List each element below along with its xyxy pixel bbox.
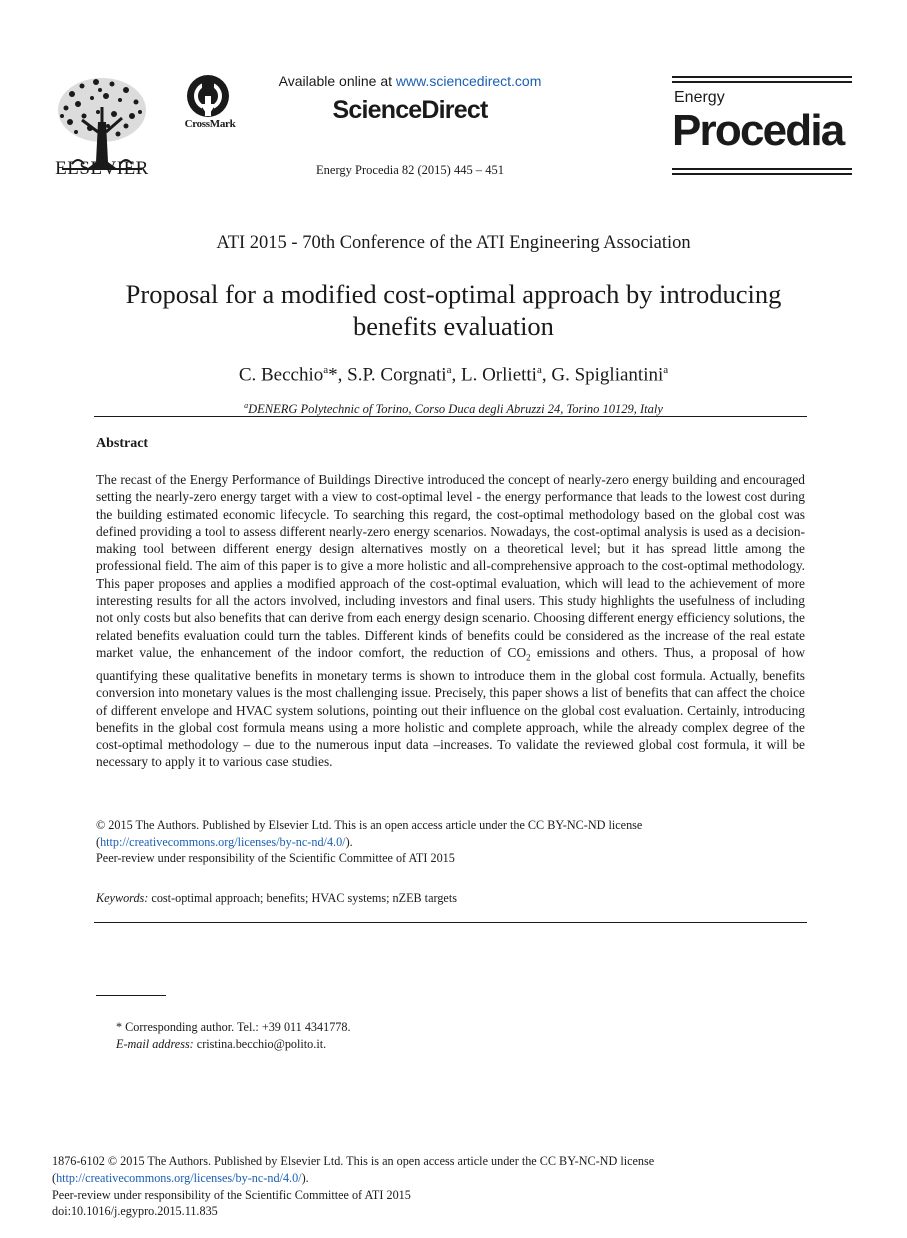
bottom-link-line [52,1170,852,1187]
author-affiliation-mark: a [446,364,452,376]
license-line: © 2015 The Authors. Published by Elsevier Ltd. This is an open access article under the CC BY-NC-ND license [96,818,643,832]
abstract-text-part-2: emissions and others. Thus, a proposal of how quantifying these qualitative benefits in monetary terms is shown to introduce them in the global cost formula. Actually, benefits conversion into monetary values is the most challenging issue. Precisely, this paper shows a list of benefits that can affect the choice of different envelope and HVAC system solutions, pointing out their influence on the global cost evaluation. Certainly, introducing benefits in the global cost formula means using a more holistic and complete approach, while the already complex degree of the cost-optimal methodology – due to the numerous input data –increases. To validate the reviewed global cost formula, it will be necessary to apply it to various case studies. [96,644,805,770]
title-line-2: benefits evaluation [353,311,554,341]
logo-procedia-word: Procedia [672,106,844,155]
author-name: S.P. Corgnati [347,364,447,386]
license-link-line [96,834,805,851]
author-name: L. Orlietti [460,364,537,386]
logo-rule [672,76,852,78]
paper-title [60,278,847,342]
bottom-license-link[interactable]: http://creativecommons.org/licenses/by-nc-nd/4.0/ [56,1170,302,1185]
logo-rule [672,81,852,83]
available-online-line [260,73,560,89]
corresponding-mark: * [328,364,338,386]
paren-open: ( [96,834,101,849]
bottom-peer-review: Peer-review under responsibility of the Scientific Committee of ATI 2015 [52,1187,411,1202]
abstract-body [96,471,805,771]
author-list [0,364,907,386]
paren-open: ( [52,1170,57,1185]
license-link[interactable]: http://creativecommons.org/licenses/by-nc-nd/4.0/ [100,834,346,849]
author-separator: , [541,364,552,386]
affiliation-text: DENERG Polytechnic of Torino, Corso Duca degli Abruzzi 24, Torino 10129, Italy [248,402,663,417]
logo-energy-word: Energy [674,89,725,106]
publisher-name: ELSEVIER [55,158,149,179]
author-separator: , [337,364,348,386]
abstract-heading: Abstract [96,436,149,451]
sciencedirect-brand: ScienceDirect [332,96,488,124]
author-name: G. Spigliantini [551,364,664,386]
sciencedirect-link[interactable]: www.sciencedirect.com [395,73,542,89]
affiliation [0,401,907,417]
crossmark-label: CrossMark [184,118,236,130]
author-affiliation-mark: a [663,364,669,376]
email-line [116,1036,716,1053]
doi[interactable]: doi:10.1016/j.egypro.2015.11.835 [52,1204,218,1219]
author-affiliation-mark: a [536,364,542,376]
energy-procedia-logo [672,76,852,176]
logo-rule [672,173,852,175]
corresponding-author: * Corresponding author. Tel.: +39 011 4341778. [116,1020,351,1034]
co2-subscript: 2 [526,652,531,663]
footnote-rule [96,995,166,996]
keywords-text: cost-optimal approach; benefits; HVAC systems; nZEB targets [148,891,457,905]
conference-name: ATI 2015 - 70th Conference of the ATI Engineering Association [216,233,691,253]
bottom-notice [52,1153,852,1220]
keywords [96,891,805,906]
title-line-1: Proposal for a modified cost-optimal approach by introducing [125,279,782,309]
footnote [116,1019,716,1053]
logo-rule [672,168,852,170]
affiliation-mark: a [244,401,249,410]
available-prefix: Available online at [278,73,396,89]
abstract-text-part-1: The recast of the Energy Performance of Buildings Directive introduced the concept of nearly-zero energy building and encouraged setting the nearly-zero energy target with a view to cost-optimal level - the energy performance that leads to the lowest cost during the building estimated economic lifecycle. To searching this regard, the cost-optimal methodology based on the global cost was defined providing a tool to assess different nearly-zero energy scenarios. Nowadays, the cost-optimal analysis is used as a decision-making tool between different energy design alternatives mostly on a theoretical level; but it has spread little among the professional field. The aim of this paper is to give a more holistic and all-comprehensive approach to the cost-optimal methodology. This paper proposes and applies a modified approach of the cost-optimal evaluation, which will lead to the achievement of more interesting results for all the actors involved, including investors and final users. This study highlights the usefulness of including not only costs but also benefits that can derive from each energy design scenario. Choosing different energy efficiency solutions, the related benefits evaluation could turn the tables. Different kinds of benefits could be considered as the increase of the real estate market value, the enhancement of the indoor comfort, the reduction of CO [96,472,805,660]
peer-review-line: Peer-review under responsibility of the Scientific Committee of ATI 2015 [96,851,455,865]
keywords-label: Keywords: [96,891,149,905]
author-separator: , [451,364,461,386]
journal-reference: Energy Procedia 82 (2015) 445 – 451 [316,163,504,177]
author-name: C. Becchio [238,364,324,386]
email-address: cristina.becchio@polito.it. [193,1037,327,1051]
author-affiliation-mark: a [323,364,329,376]
divider [94,416,807,417]
divider [94,922,807,923]
issn-license-line: 1876-6102 © 2015 The Authors. Published by Elsevier Ltd. This is an open access article under the CC BY-NC-ND license [52,1154,655,1168]
email-label: E-mail address: [116,1037,194,1051]
paren-close: ). [345,834,353,849]
license-block [96,817,805,867]
paren-close: ). [301,1170,309,1185]
